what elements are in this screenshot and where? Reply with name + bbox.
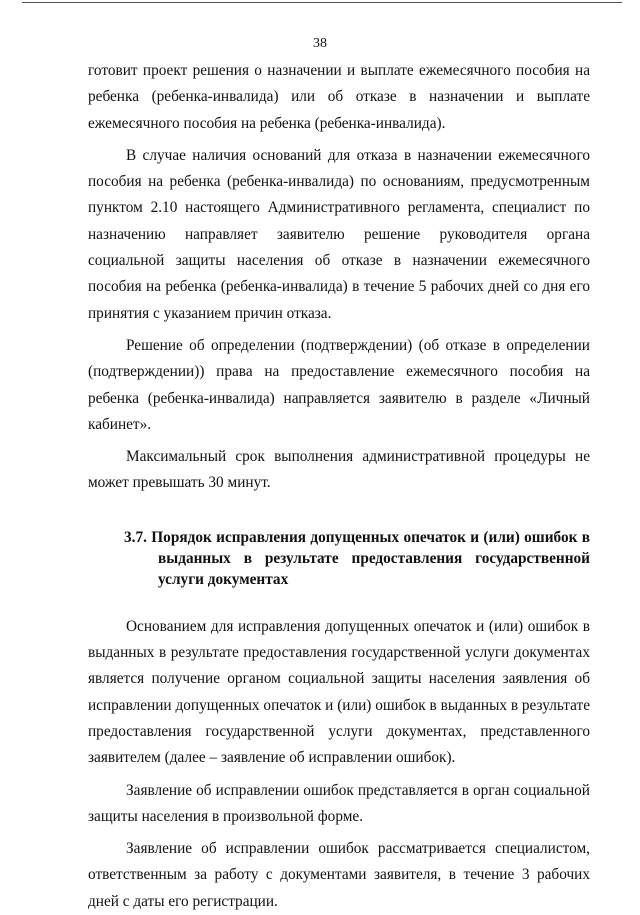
paragraph: готовит проект решения о назначении и выплате ежемесячного пособия на ребенка (ребенка-инвалида) или об отказе в назначении и выплате ежемесячного пособия на ребенка (ребенка-инвалида). bbox=[88, 62, 590, 132]
page-number: 38 bbox=[313, 36, 327, 51]
paragraph: Решение об определении (подтверждении) (об отказе в определении (подтверждении)) права на предоставление ежемесячного пособия на ребенка (ребенка-инвалида) направляется заявителю в разделе «Личный кабинет». bbox=[88, 336, 590, 433]
paragraph: Заявление об исправлении ошибок представляется в орган социальной защиты населения в произвольной форме. bbox=[88, 781, 590, 825]
paragraph: Максимальный срок выполнения административной процедуры не может превышать 30 минут. bbox=[88, 448, 590, 492]
paragraph: В случае наличия оснований для отказа в назначении ежемесячного пособия на ребенка (ребенка-инвалида) по основаниям, предусмотренным пунктом 2.10 настоящего Административного регламента, специалист по назначению направляет заявителю решение руководителя органа социальной защиты населения об отказе в назначении ежемесячного пособия на ребенка (ребенка-инвалида) в течение 5 рабочих дней со дня его принятия с указанием причин отказа. bbox=[88, 146, 590, 322]
section-title: Порядок исправления допущенных опечаток и (или) ошибок в выданных в результате предоставления государственной услуги документах bbox=[151, 528, 590, 588]
document-body bbox=[88, 58, 590, 915]
section-heading bbox=[88, 527, 590, 590]
paragraph: Основанием для исправления допущенных опечаток и (или) ошибок в выданных в результате предоставления государственной услуги документах является получение органом социальной защиты населения заявления об исправлении допущенных опечаток и (или) ошибок в выданных в результате предоставления государственной услуги документах, представленного заявителем (далее – заявление об исправлении ошибок). bbox=[88, 617, 590, 767]
top-rule bbox=[22, 2, 622, 3]
paragraph: Заявление об исправлении ошибок рассматривается специалистом, ответственным за работу с документами заявителя, в течение 3 рабочих дней с даты его регистрации. bbox=[88, 840, 590, 910]
section-number: 3.7. bbox=[124, 528, 147, 546]
